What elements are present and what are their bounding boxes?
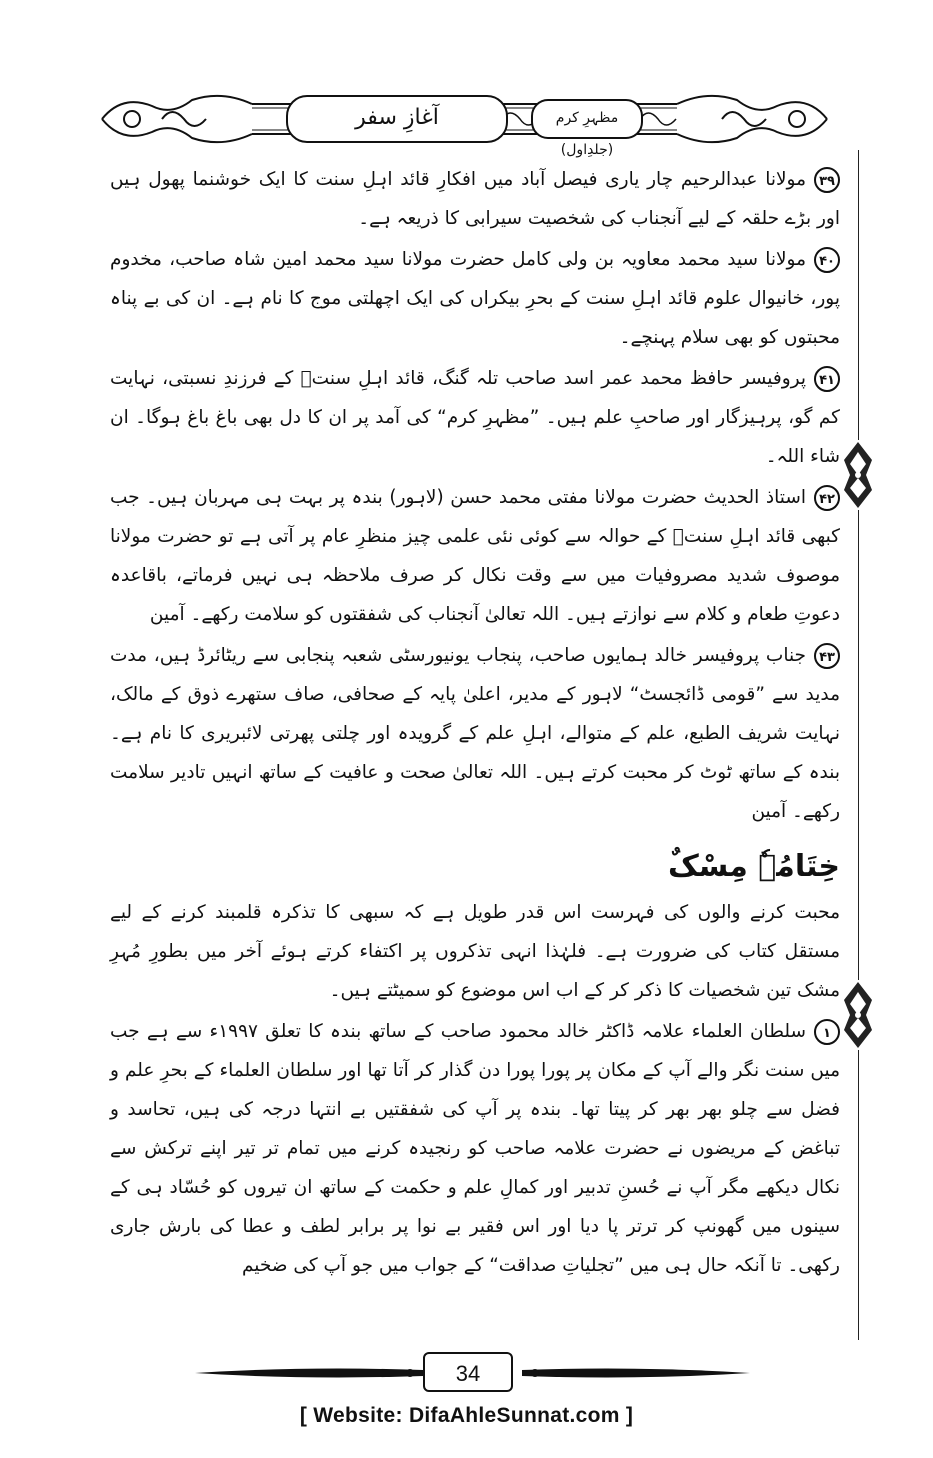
section-heading: خِتَامُہٗ مِسْکٌ xyxy=(668,849,840,884)
margin-ornament-lower xyxy=(838,980,878,1050)
list-item xyxy=(110,359,840,476)
book-title: مظہرِ کرم (جلدِاول) xyxy=(555,110,619,158)
margin-ornament-upper xyxy=(838,440,878,510)
page-number: 34 xyxy=(423,1352,513,1392)
item-number-badge: ۱ xyxy=(814,1019,840,1045)
chapter-title: آغازِ سفر xyxy=(355,105,439,130)
item-number-badge: ۴۲ xyxy=(814,485,840,511)
margin-line-bottom xyxy=(858,1050,859,1340)
item-text: مولانا عبدالرحیم چار یاری فیصل آباد میں افکارِ قائد اہلِ سنت کا ایک خوشنما پھول ہیں اور بڑے حلقہ کے لیے آنجناب کی شخصیت سیرابی کا ذریعہ ہے۔ xyxy=(110,169,840,229)
item-text: استاذ الحدیث حضرت مولانا مفتی محمد حسن (لاہور) بندہ پر بہت ہی مہربان ہیں۔ جب کبھی قائد اہلِ سنتؒ کے حوالہ سے کوئی نئی علمی چیز منظرِ عام پر آتی ہے تو حضرت مولانا موصوف شدید مصروفیات میں سے وقت نکال کر صرف ملاحظہ ہی نہیں فرماتے، باقاعدہ دعوتِ طعام و کلام سے نوازتے ہیں۔ اللہ تعالیٰ آنجناب کی شفقتوں کو سلامت رکھے۔ آمین xyxy=(110,487,840,625)
list-item xyxy=(110,240,840,357)
list-item xyxy=(110,478,840,634)
item-number-badge: ۳۹ xyxy=(814,167,840,193)
section-intro: محبت کرنے والوں کی فہرست اس قدر طویل ہے کہ سبھی کا تذکرہ قلمبند کرنے کے لیے مستقل کتاب کی ضرورت ہے۔ فلہٰذا انہی تذکروں پر اکتفاء کرتے ہوئے آخر میں بطورِ مُہرِ مشک تین شخصیات کا ذکر کر کے اب اس موضوع کو سمیٹتے ہیں۔ xyxy=(110,902,840,1001)
website-footer: [ Website: DifaAhleSunnat.com ] xyxy=(299,1404,634,1427)
page-header xyxy=(92,86,837,158)
margin-line-top xyxy=(858,150,859,440)
item-text: سلطان العلماء علامہ ڈاکٹر خالد محمود صاحب کے ساتھ بندہ کا تعلق ۱۹۹۷ء سے ہے جب میں سنت نگر والے آپ کے مکان پر پورا پورا دن گذار کر آتا تھا اور سلطان العلماء کے بحرِ علم و فضل سے چلو بھر بھر کر پیتا تھا۔ بندہ پر آپ کی شفقتیں بے انتہا درجہ کی ہیں، تحاسد و تباغض کے مریضوں نے حضرت علامہ صاحب کو رنجیدہ کرنے میں تمام تر تیر اپنے ترکش سے نکال دیکھے مگر آپ نے حُسنِ تدبیر اور کمالِ علم و حکمت کے ساتھ ان تیروں کو حُسّاد ہی کے سینوں میں گھونپ کر ترتر پا دیا اور اس فقیر بے نوا پر برابر لطف و عطا کی بارش جاری رکھی۔ تا آنکہ حال ہی میں ”تجلیاتِ صداقت“ کے جواب میں جو آپ کی ضخیم xyxy=(110,1021,840,1276)
item-number-badge: ۴۰ xyxy=(814,247,840,273)
item-number-badge: ۴۳ xyxy=(814,643,840,669)
margin-line-middle xyxy=(858,510,859,980)
list-item xyxy=(110,1012,840,1285)
list-item xyxy=(110,636,840,831)
item-text: مولانا سید محمد معاویہ بن ولی کامل حضرت مولانا سید محمد امین شاہ صاحب، مخدوم پور، خانیوال علوم قائد اہلِ سنت کے بحرِ بیکراں کی ایک اچھلتی موج کا نام ہے۔ ان کی بے پناہ محبتوں کو بھی سلام پہنچے۔ xyxy=(110,249,840,348)
item-number-badge: ۴۱ xyxy=(814,366,840,392)
item-text: جناب پروفیسر خالد ہمایوں صاحب، پنجاب یونیورسٹی شعبہ پنجابی سے ریٹائرڈ ہیں، مدت مدید سے ”قومی ڈائجسٹ“ لاہور کے مدیر، اعلیٰ پایہ کے صحافی، صاف ستھرے ذوق کے مالک، نہایت شریف الطبع، علم کے متوالے، اہلِ علم کے گرویدہ اور چلتی پھرتی لائبریری کا نام ہے۔ بندہ کے ساتھ ٹوٹ کر محبت کرتے ہیں۔ اللہ تعالیٰ صحت و عافیت کے ساتھ انہیں تادیر سلامت رکھے۔ آمین xyxy=(110,645,840,822)
list-item xyxy=(110,160,840,238)
item-text: پروفیسر حافظ محمد عمر اسد صاحب تلہ گنگ، قائد اہلِ سنتؒ کے فرزندِ نسبتی، نہایت کم گو، پرہیزگار اور صاحبِ علم ہیں۔ ”مظہرِ کرم“ کی آمد پر ان کا دل بھی باغ باغ ہوگا۔ ان شاء اللہ۔ xyxy=(110,368,840,467)
page-content xyxy=(110,160,840,1345)
